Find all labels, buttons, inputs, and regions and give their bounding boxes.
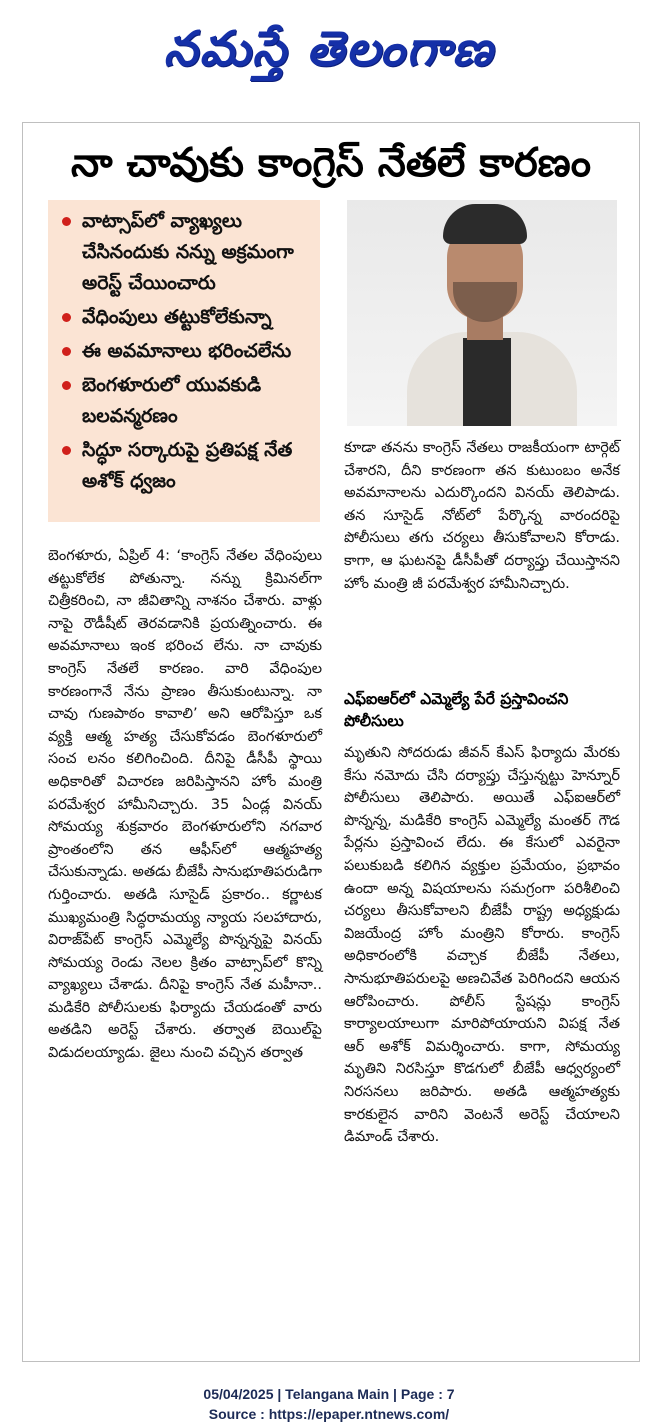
photo-hair: [443, 204, 527, 244]
highlight-text: వాట్సాప్‌లో వ్యాఖ్యలు చేసినందుకు నన్ను అక్రమంగా అరెస్ట్ చేయించారు: [82, 210, 294, 294]
edition-info: 05/04/2025 | Telangana Main | Page : 7: [203, 1386, 455, 1402]
highlights-box: [48, 200, 320, 522]
highlight-text: ఈ అవమానాలు భరించలేను: [82, 340, 292, 362]
red-bullet-icon: [62, 446, 71, 455]
red-bullet-icon: [62, 313, 71, 322]
red-bullet-icon: [62, 217, 71, 226]
article-body-left-column: బెంగళూరు, ఏప్రిల్ 4: ‘కాంగ్రెస్ నేతల వేధింపులు తట్టుకోలేక పోతున్నా. నన్ను క్రిమినల్‌గా చిత్రీకరించి, నా జీవితాన్ని నాశనం చేశారు. వాళ్లు నాపై రౌడీషీట్ తెరవడానికి ప్రయత్నించారు. ఈ అవమానాలు ఇంక భరించ లేను. నా చావుకు కాంగ్రెస్ నేతలే కారణం. వారి వేధింపుల కారణంగానే నేను ప్రాణం తీసుకుంటున్నా. నా చావు గుణపాఠం కావాలి’ అని ఆరోపిస్తూ ఒక వ్యక్తి ఆత్మ హత్య చేసుకోవడం బెంగళూరులో సంచ లనం కలిగించింది. దీనిపై డీసీపీ స్థాయి అధికారితో విచారణ జరిపిస్తానని హోం మంత్రి పరమేశ్వర హామీనిచ్చారు. 35 ఏండ్ల వినయ్ సోమయ్య శుక్రవారం బెంగళూరులోని నగవార ప్రాంతంలోని తన ఆఫీస్‌లో ఆత్మహత్య చేసుకున్నాడు. అతడు బీజేపీ సానుభూతిపరుడిగా గుర్తించారు. అతడి సూసైడ్ ప్రకారం.. కర్ణాటక ముఖ్యమంత్రి సిద్ధరామయ్య న్యాయ సలహాదారు, విరాజ్‌పేట్ కాంగ్రెస్ ఎమ్మెల్యే పొన్నన్నపై వినయ్ సోమయ్య రెండు నెలల క్రితం వాట్సాప్‌లో కొన్ని వ్యాఖ్యలు చేశాడు. దీనిపై కాంగ్రెస్ నేత మహీనా.. మడికేరి పోలీసులకు ఫిర్యాదు చేయడంతో వారు అతడిని అరెస్ట్ చేశారు. తర్వాత బెయిల్‌పై విడుదలయ్యాడు. జైలు నుంచి వచ్చిన తర్వాత: [48, 548, 322, 1062]
red-bullet-icon: [62, 381, 71, 390]
person-photo: [347, 200, 617, 426]
highlight-item: [58, 370, 314, 432]
highlight-item: [58, 206, 314, 299]
highlight-text: వేధింపులు తట్టుకోలేకున్నా: [82, 306, 272, 328]
highlights-list: [58, 206, 314, 497]
article-headline: నా చావుకు కాంగ్రెస్ నేతలే కారణం: [71, 140, 591, 186]
source-link[interactable]: Source : https://epaper.ntnews.com/: [208, 1406, 450, 1422]
photo-beard: [453, 282, 517, 322]
red-bullet-icon: [62, 347, 71, 356]
highlight-item: [58, 302, 314, 333]
highlight-text: సిద్ధూ సర్కారుపై ప్రతిపక్ష నేత అశోక్ ధ్వజం: [82, 439, 293, 492]
highlight-item: [58, 336, 314, 367]
newspaper-logo: నమస్తే తెలంగాణ: [163, 21, 495, 77]
article-body-right-column: కూడా తనను కాంగ్రెస్ నేతలు రాజకీయంగా టార్గెట్ చేశారని, దీని కారణంగా తన కుటుంబం అనేక అవమానాలను ఎదుర్కొందని వినయ్ తెలిపాడు. తన సూసైడ్ నోట్‌లో పేర్కొన్న వారందరిపై పోలీసులు తగు చర్యలు తీసుకోవాలని కోరాడు. కాగా, ఆ ఘటనపై డీసీపీతో దర్యాప్తు చేయిస్తానని హోం మంత్రి జీ పరమేశ్వర హామీనిచ్చారు.: [344, 440, 620, 592]
article-body-right-column-continued: మృతుని సోదరుడు జీవన్ కేఎస్ ఫిర్యాదు మేరకు కేసు నమోదు చేసి దర్యాప్తు చేస్తున్నట్టు హెన్నూర్ పోలీసులు తెలిపారు. అయితే ఎఫ్‌ఐఆర్‌లో పొన్నన్న, మడికేరి కాంగ్రెస్ ఎమ్మెల్యే మంతర్ గౌడ పేర్లను ప్రస్తావించ లేదు. ఈ కేసులో ఎవరైనా పలుకుబడి కలిగిన వ్యక్తుల ప్రమేయం, ప్రభావం ఉందా అన్న విషయాలను సమగ్రంగా పరిశీలించి చర్యలు తీసుకోవాలని బీజేపీ రాష్ట్ర అధ్యక్షుడు విజయేంద్ర హోం మంత్రిని కోరారు. కాంగ్రెస్ అధికారంలోకి వచ్చాక బీజేపీ నేతలు, సానుభూతిపరులపై అణచివేత పెరిగిందని ఆయన ఆరోపించారు. పోలీస్ స్టేషన్లు కాంగ్రెస్ కార్యాలయాలుగా మారిపోయాయని విపక్ష నేత ఆర్ అశోక్ విమర్శించారు. కాగా, సోమయ్య మృతిని నిరసిస్తూ కొడగులో బీజేపీ ఆధ్వర్యంలో నిరసనలు జరిపారు. అతడి ఆత్మహత్యకు కారకులైన వారిని వెంటనే అరెస్ట్ చేయాలని డిమాండ్ చేశారు.: [344, 745, 620, 1146]
article-subheading: ఎఫ్‌ఐఆర్‌లో ఎమ్మెల్యే పేరే ప్రస్తావించని పోలీసులు: [344, 690, 569, 730]
masthead: [0, 0, 658, 110]
photo-shirt: [463, 338, 511, 426]
page-footer: [0, 1384, 658, 1424]
highlight-text: బెంగళూరులో యువకుడి బలవన్మరణం: [82, 374, 262, 427]
highlight-item: [58, 435, 314, 497]
